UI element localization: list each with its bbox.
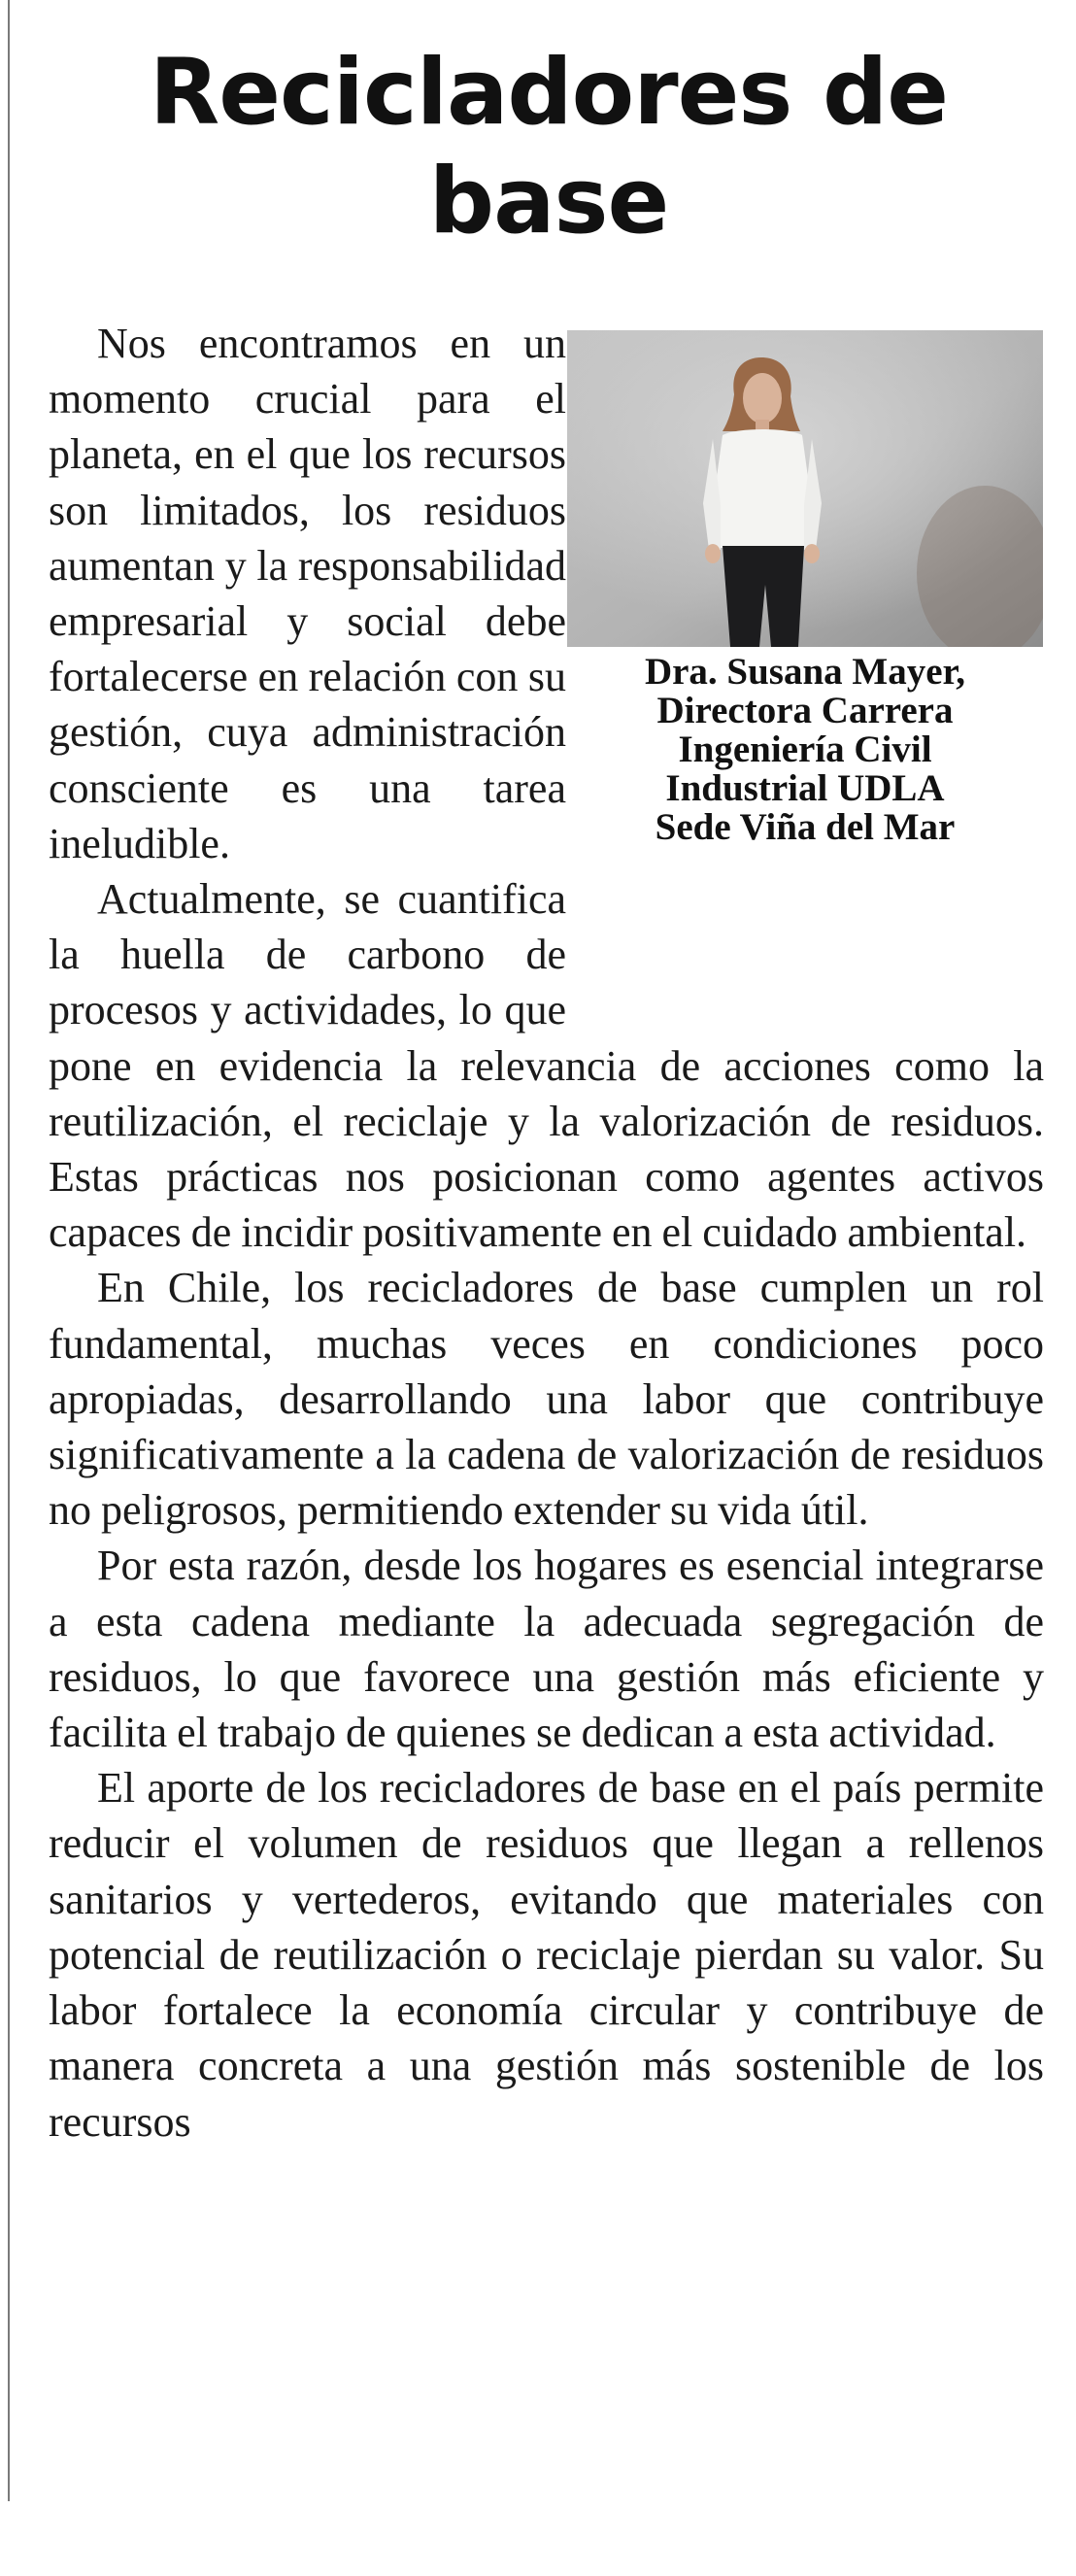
- paragraph: Actualmente, se cuantifica la huella de carbono de procesos y actividades, lo que pone en evidencia la relevancia de acciones como la reutilización, el reciclaje y la valorización de residuos. Estas prácticas nos posicionan como agentes activos capaces de incidir positivamente en el cuidado ambiental.: [49, 875, 1044, 1257]
- article-body: [49, 316, 1044, 2150]
- caption-line: Ingeniería Civil: [678, 729, 932, 770]
- caption-line: Directora Carrera: [656, 690, 954, 731]
- column-rule: [8, 0, 10, 2501]
- caption-line: Industrial UDLA: [665, 767, 945, 809]
- article-title: Recicladores de base: [149, 40, 949, 254]
- paragraph: En Chile, los recicladores de base cumplen un rol fundamental, muchas veces en condiciones poco apropiadas, desarrollando una labor que contribuye significativamente a la cadena de valorización de residuos no peligrosos, permitiendo extender su vida útil.: [49, 1264, 1044, 1535]
- paragraph: Nos encontramos en un momento crucial para el planeta, en el que los recursos son limitados, los residuos aumentan y la responsabilidad empresarial y social debe fortalecerse en relación con su gestión, cuya administración consciente es una tarea ineludible.: [49, 320, 566, 867]
- paragraph: El aporte de los recicladores de base en el país permite reducir el volumen de residuos que llegan a rellenos sanitarios y vertederos, evitando que materiales con potencial de reutilización o reciclaje pierdan su valor. Su labor fortalece la economía circular y contribuye de manera concreta a una gestión más sostenible de los recursos: [49, 1764, 1044, 2146]
- paragraph: Por esta razón, desde los hogares es esencial integrarse a esta cadena mediante la adecuada segregación de residuos, lo que favorece una gestión más eficiente y facilita el trabajo de quienes se dedican a esta actividad.: [49, 1542, 1044, 1757]
- caption-line: Sede Viña del Mar: [655, 806, 956, 848]
- caption-line: Dra. Susana Mayer,: [644, 651, 966, 693]
- photo-float-spacer: [566, 316, 1044, 986]
